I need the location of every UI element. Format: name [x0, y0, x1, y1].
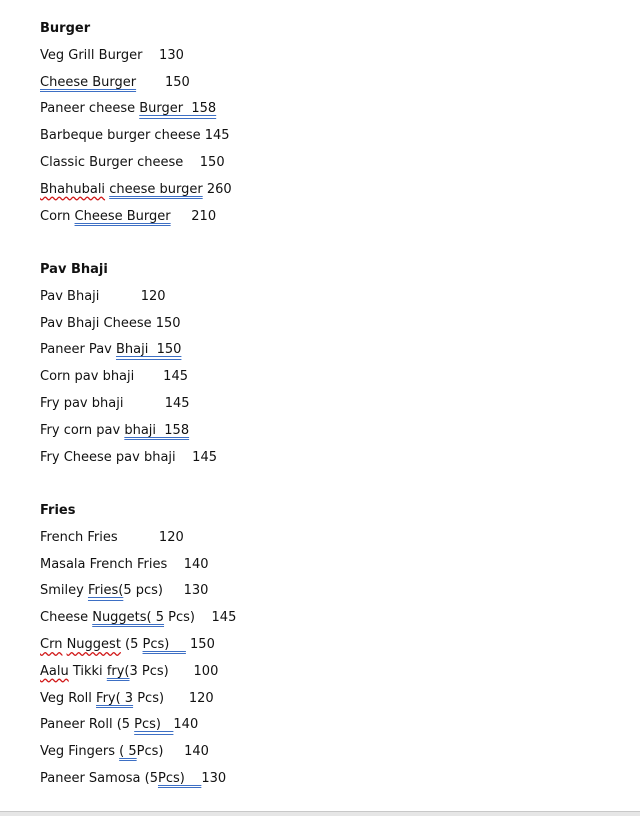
menu-item — [40, 422, 600, 449]
menu-item — [40, 74, 600, 101]
menu-item — [40, 609, 600, 636]
grammar-underline: bhaji 158 — [124, 422, 190, 438]
menu-item — [40, 127, 600, 154]
grammar-underline: Pcs) — [157, 770, 202, 786]
item-text: 210 — [170, 208, 217, 224]
menu-item — [40, 556, 600, 583]
spelling-error-underline: Nuggest — [66, 636, 121, 652]
item-text: Paneer Samosa (5 — [40, 770, 158, 786]
item-text: French Fries 120 — [40, 529, 184, 545]
item-text: Veg Roll — [40, 690, 97, 706]
item-text: (5 — [120, 636, 143, 652]
menu-item — [40, 47, 600, 74]
item-text: Corn — [40, 208, 75, 224]
menu-section-fries — [40, 502, 600, 797]
grammar-underline: Cheese Burger — [40, 74, 137, 90]
item-text: Classic Burger cheese 150 — [40, 154, 225, 170]
menu-item — [40, 368, 600, 395]
item-list — [40, 47, 600, 235]
item-text: 150 — [185, 636, 215, 652]
grammar-underline: Fries( — [87, 583, 124, 599]
spelling-error-underline: Bhahubali — [40, 181, 106, 197]
menu-item — [40, 100, 600, 127]
grammar-underline: Fry( 3 — [96, 690, 134, 706]
grammar-underline: Burger 158 — [139, 101, 217, 117]
menu-item — [40, 690, 600, 717]
menu-item — [40, 770, 600, 797]
menu-item — [40, 154, 600, 181]
item-text: 150 — [136, 74, 190, 90]
item-text: Corn pav bhaji 145 — [40, 369, 188, 385]
grammar-underline: Pcs) — [134, 717, 174, 733]
item-text: Pav Bhaji Cheese 150 — [40, 315, 181, 331]
section-heading: Burger — [40, 21, 91, 36]
menu-item — [40, 395, 600, 422]
item-text: Pcs) 145 — [164, 610, 237, 626]
item-text: 140 — [173, 717, 199, 733]
menu-item — [40, 663, 600, 690]
menu-item — [40, 636, 600, 663]
menu-item — [40, 288, 600, 315]
item-text: Paneer cheese — [40, 101, 140, 117]
item-text: 3 Pcs) 100 — [129, 663, 219, 679]
item-text: Pcs) 120 — [133, 690, 214, 706]
item-text: Fry Cheese pav bhaji 145 — [40, 449, 217, 465]
item-text: Pav Bhaji 120 — [40, 288, 166, 304]
item-text: Tikki — [68, 663, 107, 679]
section-heading: Fries — [40, 503, 76, 518]
menu-item — [40, 341, 600, 368]
menu-item — [40, 315, 600, 342]
spelling-error-underline: Aalu — [40, 663, 69, 679]
section-heading: Pav Bhaji — [40, 262, 108, 277]
item-text: Paneer Roll (5 — [40, 717, 135, 733]
menu-item — [40, 208, 600, 235]
grammar-underline: Bhaji 150 — [115, 342, 182, 358]
item-list — [40, 529, 600, 797]
item-text: Smiley — [40, 583, 88, 599]
item-text: 130 — [201, 770, 227, 786]
grammar-underline: Pcs) — [142, 636, 186, 652]
menu-section-burger — [40, 20, 600, 234]
item-text: 260 — [202, 181, 232, 197]
grammar-underline: ( 5 — [119, 744, 137, 760]
item-text: Fry pav bhaji 145 — [40, 395, 190, 411]
item-text: Fry corn pav — [40, 422, 125, 438]
item-text: Masala French Fries 140 — [40, 556, 209, 572]
page-bottom-edge — [0, 811, 640, 816]
grammar-underline: Cheese Burger — [74, 208, 171, 224]
menu-item — [40, 181, 600, 208]
menu-section-pav-bhaji — [40, 261, 600, 475]
grammar-underline: Nuggets( 5 — [92, 610, 165, 626]
item-list — [40, 288, 600, 476]
menu-item — [40, 743, 600, 770]
item-text: Barbeque burger cheese 145 — [40, 128, 230, 144]
menu-item — [40, 529, 600, 556]
menu-item — [40, 449, 600, 476]
item-text: Veg Grill Burger 130 — [40, 47, 184, 63]
item-text: Veg Fingers — [40, 744, 120, 760]
item-text: Pcs) 140 — [136, 744, 209, 760]
item-text: 5 pcs) 130 — [123, 583, 209, 599]
menu-item — [40, 716, 600, 743]
item-text: Cheese — [40, 610, 93, 626]
grammar-underline: fry( — [106, 663, 130, 679]
item-text: Paneer Pav — [40, 342, 116, 358]
spelling-error-underline: Crn — [40, 636, 63, 652]
grammar-underline: cheese burger — [109, 181, 203, 197]
menu-item — [40, 582, 600, 609]
